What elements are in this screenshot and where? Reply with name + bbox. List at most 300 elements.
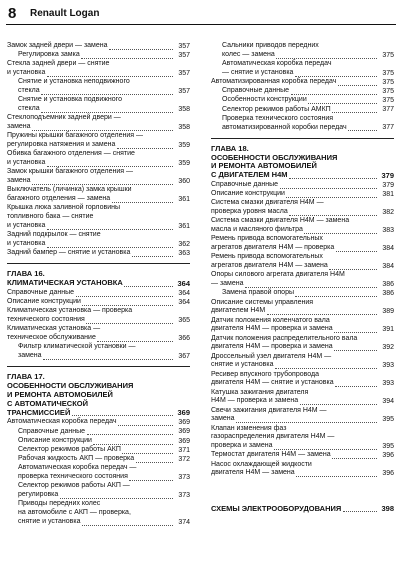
toc-entry-line — [7, 316, 190, 325]
page-reference: 364 — [178, 298, 190, 306]
toc-entry-line — [211, 469, 394, 478]
entry-title-text: замена — [7, 177, 31, 185]
page-number: 8 — [8, 5, 17, 22]
entry-title-text: стекла — [18, 105, 40, 113]
page-reference: 393 — [382, 380, 394, 388]
entry-title-text: Описание конструкции — [7, 298, 81, 306]
toc-entry-line — [7, 240, 190, 249]
entry-title-text: Рабочая жидкость АКП — проверка — [18, 455, 135, 463]
toc-entry-line — [18, 509, 190, 518]
toc-entry-line — [7, 213, 190, 222]
page-reference: 372 — [178, 455, 190, 463]
page-reference: 363 — [178, 249, 190, 257]
page-reference: 375 — [382, 97, 394, 105]
toc-entry-line — [211, 253, 394, 262]
toc-entry-line — [18, 500, 190, 509]
toc-entry-line — [18, 428, 190, 437]
dot-leader — [236, 422, 377, 423]
dot-leader — [82, 525, 173, 526]
toc-entry-line — [222, 289, 394, 298]
dot-leader — [286, 197, 377, 198]
page-reference: 379 — [381, 170, 394, 180]
dot-leader — [112, 202, 173, 203]
entry-title-text: Задний бампер — снятие и установка — [7, 249, 131, 257]
dot-leader — [47, 229, 173, 230]
toc-entry-line — [211, 461, 394, 470]
toc-entry-line — [222, 96, 394, 105]
entry-title-text: агрегатов двигателя Н4М — замена — [211, 262, 328, 270]
entry-title-text: Селектор режимов работы АМКП — [222, 105, 331, 113]
header-rule — [6, 24, 396, 25]
entry-title-text: Датчик положения коленчатого вала — [211, 316, 330, 324]
toc-entry-line — [7, 325, 190, 334]
toc-entry-line — [7, 123, 190, 132]
entry-title-text: Проверка технического состояния — [222, 114, 334, 122]
toc-entry-line — [18, 352, 190, 361]
dot-leader — [97, 341, 173, 342]
toc-entry-line — [18, 78, 190, 87]
entry-title-text: и установка — [7, 69, 46, 77]
dot-leader — [335, 386, 377, 387]
toc-entry-line — [7, 114, 190, 123]
entry-title-text: Описание системы управления — [211, 298, 314, 306]
toc-entry-line — [7, 60, 190, 69]
page-reference: 366 — [178, 334, 190, 342]
page-reference: 361 — [178, 195, 190, 203]
entry-title-text: Справочные данные — [222, 87, 290, 95]
toc-entry-line — [222, 124, 394, 133]
entry-title-text: Выключатель (личинка) замка крышки — [7, 186, 132, 194]
toc-entry-line — [211, 361, 394, 370]
dot-leader — [275, 368, 377, 369]
dot-leader — [295, 76, 377, 77]
entry-title-text: Особенности конструкции — [222, 96, 307, 104]
toc-entry-line — [18, 518, 190, 527]
section-divider — [211, 138, 394, 139]
toc-entry-line — [7, 307, 190, 316]
toc-entry-line — [211, 442, 394, 451]
page-reference: 359 — [178, 141, 190, 149]
entry-title-text: снятие и установка — [211, 361, 274, 369]
entry-title-text: стекла — [18, 87, 40, 95]
entry-title-text: Задний подкрылок — снятие — [7, 231, 101, 239]
toc-entry-line — [211, 190, 394, 199]
entry-title-text: регулировка натяжения и замена — [7, 141, 116, 149]
page-reference: 369 — [178, 428, 190, 436]
entry-title-text: техническое обслуживание — [7, 334, 96, 342]
dot-leader — [47, 247, 173, 248]
toc-entry-line — [222, 106, 394, 115]
page-reference: 357 — [178, 42, 190, 50]
chapter-heading-line — [7, 409, 190, 418]
page-reference: 392 — [382, 344, 394, 352]
dot-leader — [47, 166, 173, 167]
toc-entry-line — [18, 455, 190, 464]
entry-title-text: двигателя Н4М — снятие и установка — [211, 379, 334, 387]
page-reference: 384 — [382, 262, 394, 270]
toc-entry-line — [7, 141, 190, 150]
chapter-title-text: ГЛАВА 18. — [211, 143, 249, 153]
toc-entry-line — [7, 334, 190, 343]
dot-leader — [32, 130, 173, 131]
entry-title-text: Опоры силового агрегата двигателя Н4М — [211, 271, 345, 279]
toc-entry-line — [211, 307, 394, 316]
section-divider — [7, 366, 190, 367]
chapter-title-text: ТРАНСМИССИЕЙ — [7, 407, 71, 417]
dot-leader — [72, 415, 173, 416]
page-reference: 369 — [178, 437, 190, 445]
toc-entry-line — [7, 168, 190, 177]
chapter-heading-line — [211, 505, 394, 514]
entry-title-text: Приводы передних колес — [18, 500, 101, 508]
dot-leader — [295, 296, 377, 297]
toc-entry-line — [7, 204, 190, 213]
page-header — [6, 4, 396, 28]
toc-entry-line — [211, 397, 394, 406]
entry-title-text: Датчик положения распределительного вала — [211, 334, 358, 342]
entry-title-text: багажного отделения — замена — [7, 195, 111, 203]
toc-entry-line — [7, 42, 190, 51]
page-reference: 395 — [382, 442, 394, 450]
entry-title-text: и установка — [7, 240, 46, 247]
toc-entry-line — [18, 437, 190, 446]
dot-leader — [289, 178, 377, 179]
toc-entry-line — [222, 51, 394, 60]
toc-entry-line — [18, 473, 190, 482]
entry-title-text: технического состояния — [7, 316, 85, 324]
page-reference: 395 — [382, 416, 394, 424]
dot-leader — [41, 112, 173, 113]
dot-leader — [81, 58, 173, 59]
toc-entry-line — [211, 353, 394, 362]
toc-entry-line — [211, 280, 394, 289]
entry-title-text: Описание конструкции — [18, 436, 92, 444]
toc-entry-line — [18, 87, 190, 96]
toc-entry-line — [211, 371, 394, 380]
entry-title-text: топливного бака — снятие — [7, 213, 94, 221]
chapter-title-text: И РЕМОНТА АВТОМОБИЛЕЙ — [211, 161, 317, 171]
dot-leader — [60, 498, 173, 499]
dot-leader — [334, 332, 377, 333]
entry-title-text: Справочные данные — [211, 181, 279, 188]
dot-leader — [291, 94, 377, 95]
entry-title-text: газораспределения двигателя Н4М — — [211, 433, 335, 441]
toc-entry-line — [211, 407, 394, 416]
entry-title-text: Клапан изменения фаз — [211, 424, 287, 432]
page-reference: 375 — [382, 51, 394, 59]
entry-title-text: проверка и замена — [211, 442, 273, 450]
entry-title-text: Описание конструкции — [211, 190, 285, 198]
chapter-title-text: С ДВИГАТЕЛЕМ Н4М — [211, 170, 288, 180]
toc-entry-line — [18, 482, 190, 491]
chapter-title-text: И РЕМОНТА АВТОМОБИЛЕЙ — [7, 390, 113, 399]
dot-leader — [87, 434, 173, 435]
entry-title-text: Свечи зажигания двигателя Н4М — — [211, 406, 327, 414]
toc-entry-line — [211, 208, 394, 217]
toc-entry-line — [211, 415, 394, 424]
dot-leader — [82, 305, 173, 306]
dot-leader — [336, 251, 377, 252]
toc-entry-line — [211, 226, 394, 235]
entry-title-text: масла и масляного фильтра — [211, 226, 303, 234]
page-reference: 373 — [178, 473, 190, 481]
page-reference: 364 — [177, 278, 190, 288]
entry-title-text: Климатическая установка — проверка — [7, 307, 133, 315]
toc-entry-line — [211, 325, 394, 334]
dot-leader — [329, 269, 377, 270]
entry-title-text: Система смазки двигателя Н4М — — [211, 199, 324, 207]
page-reference: 382 — [382, 208, 394, 216]
dot-leader — [289, 215, 377, 216]
entry-title-text: Замок крышки багажного отделения — — [7, 168, 134, 176]
toc-entry-line — [211, 343, 394, 352]
page-reference: 375 — [382, 69, 394, 77]
dot-leader — [280, 188, 377, 189]
page-reference: 389 — [382, 308, 394, 316]
toc-entry-line — [211, 235, 394, 244]
page-reference: 365 — [178, 316, 190, 324]
entry-title-text: Катушка зажигания двигателя — [211, 388, 309, 396]
entry-title-text: Автоматическая коробка передач — — [18, 464, 137, 472]
toc-entry-line — [7, 132, 190, 141]
page-reference: 377 — [382, 124, 394, 132]
dot-leader — [132, 256, 173, 257]
page-reference: 357 — [178, 87, 190, 95]
entry-title-text: двигателя Н4М — проверка и замена — [211, 325, 333, 333]
toc-entry-line — [211, 425, 394, 434]
page-reference: 360 — [178, 177, 190, 185]
entry-title-text: автоматизированной коробки передач — [222, 123, 347, 131]
toc-entry-line — [18, 446, 190, 455]
page-reference: 373 — [178, 491, 190, 499]
page-reference: 369 — [178, 419, 190, 427]
toc-entry-line — [222, 69, 394, 78]
entry-title-text: замена — [7, 123, 31, 131]
entry-title-text: Регулировка замка — [18, 51, 80, 59]
entry-title-text: Крышка люка заливной горловины — [7, 204, 121, 212]
page-reference: 377 — [382, 106, 394, 114]
entry-title-text: Справочные данные — [18, 427, 86, 435]
page-reference: 375 — [382, 78, 394, 86]
toc-entry-line — [211, 262, 394, 271]
entry-title-text: Автоматическая коробка передач — [222, 60, 332, 67]
page-reference: 364 — [178, 289, 190, 297]
toc-entry-line — [222, 60, 394, 69]
dot-leader — [136, 462, 173, 463]
toc-entry-line — [211, 217, 394, 226]
dot-leader — [47, 76, 173, 77]
toc-entry-line — [7, 231, 190, 240]
entry-title-text: и установка — [7, 222, 46, 229]
dot-leader — [334, 350, 377, 351]
dot-leader — [245, 287, 377, 288]
toc-entry-line — [7, 418, 190, 427]
page-reference: 375 — [382, 87, 394, 95]
entry-title-text: Климатическая установка — — [7, 325, 101, 333]
toc-entry-line — [211, 379, 394, 388]
entry-title-text: Селектор режимов работы АКП — — [18, 482, 130, 490]
entry-title-text: на автомобиле с АКП — проверка, — [18, 509, 131, 517]
entry-title-text: снятие и установка — [18, 518, 81, 525]
entry-title-text: Сальники приводов передних — [222, 42, 319, 49]
dot-leader — [332, 112, 377, 113]
toc-entry-line — [7, 289, 190, 298]
entry-title-text: Насос охлаждающей жидкости — [211, 460, 312, 468]
entry-title-text: Ремень привода вспомогательных — [211, 253, 323, 261]
page-reference: 357 — [178, 51, 190, 59]
toc-entry-line — [18, 96, 190, 105]
dot-leader — [332, 458, 377, 459]
dot-leader — [41, 94, 173, 95]
toc-entry-line — [211, 271, 394, 280]
chapter-title-text: ГЛАВА 17. — [7, 372, 45, 382]
dot-leader — [338, 85, 377, 86]
dot-leader — [304, 233, 377, 234]
toc-entry-line — [211, 299, 394, 308]
entry-title-text: Система смазки двигателя Н4М — замена — [211, 217, 350, 225]
entry-title-text: Стеклоподъемник задней двери — — [7, 114, 121, 122]
toc-entry-line — [222, 115, 394, 124]
entry-title-text: Обивка багажного отделения — снятие — [7, 150, 135, 158]
toc-entry-line — [7, 249, 190, 258]
dot-leader — [32, 184, 173, 185]
toc-entry-line — [7, 177, 190, 186]
dot-leader — [274, 449, 377, 450]
page-reference: 359 — [178, 159, 190, 167]
toc-entry-line — [211, 433, 394, 442]
entry-title-text: — снятие и установка — [222, 68, 294, 76]
toc-entry-line — [7, 69, 190, 78]
dot-leader — [300, 404, 377, 405]
dot-leader — [93, 444, 173, 445]
dot-leader — [118, 425, 173, 426]
dot-leader — [276, 58, 377, 59]
entry-title-text: и установка — [7, 159, 46, 167]
page-reference: 391 — [382, 326, 394, 334]
chapter-title-text: ОСОБЕННОСТИ ОБСЛУЖИВАНИЯ — [211, 152, 338, 162]
dot-leader — [348, 130, 377, 131]
dot-leader — [76, 296, 173, 297]
page-reference: 393 — [382, 362, 394, 370]
chapter-title-text: КЛИМАТИЧЕСКАЯ УСТАНОВКА — [7, 278, 123, 288]
entry-title-text: Автоматизированная коробка передач — [211, 78, 337, 85]
entry-title-text: регулировка — [18, 491, 59, 499]
toc-entry-line — [222, 87, 394, 96]
page-reference: 396 — [382, 452, 394, 460]
toc-entry-line — [211, 78, 394, 87]
entry-title-text: — замена — [211, 280, 244, 288]
page-reference: 371 — [178, 446, 190, 454]
toc-entry-line — [211, 199, 394, 208]
page-reference: 367 — [178, 352, 190, 360]
dot-leader — [117, 148, 173, 149]
entry-title-text: Ресивер впускного трубопровода — [211, 370, 319, 378]
toc-entry-line — [211, 335, 394, 344]
toc-entry-line — [7, 298, 190, 307]
book-title: Renault Logan — [30, 8, 100, 19]
dot-leader — [267, 314, 377, 315]
toc-entry-line — [7, 150, 190, 159]
dot-leader — [296, 476, 377, 477]
chapter-heading-line — [7, 279, 190, 288]
toc-entry-line — [7, 195, 190, 204]
entry-title-text: Ремень привода вспомогательных — [211, 235, 323, 243]
chapter-title-text: С АВТОМАТИЧЕСКОЙ — [7, 398, 89, 408]
entry-title-text: Замок задней двери — замена — [7, 42, 108, 49]
page-reference: 394 — [382, 398, 394, 406]
toc-entry-line — [18, 51, 190, 60]
toc-entry-line — [7, 186, 190, 195]
dot-leader — [129, 480, 173, 481]
entry-title-text: двигателем Н4М — [211, 307, 266, 315]
dot-leader — [43, 359, 173, 360]
entry-title-text: Термостат двигателя Н4М — замена — [211, 451, 331, 459]
entry-title-text: проверка технического состояния — [18, 473, 128, 481]
toc-entry-line — [18, 491, 190, 500]
page-reference: 381 — [382, 190, 394, 198]
toc-entry-line — [211, 451, 394, 460]
entry-title-text: замена — [18, 352, 42, 360]
toc-entry-line — [7, 159, 190, 168]
chapter-title-text: ОСОБЕННОСТИ ОБСЛУЖИВАНИЯ — [7, 381, 134, 391]
entry-title-text: Дроссельный узел двигателя Н4М — — [211, 352, 332, 360]
toc-entry-line — [211, 389, 394, 398]
entry-title-text: замена — [211, 415, 235, 423]
toc-entry-line — [222, 42, 394, 51]
page-reference: 362 — [178, 240, 190, 248]
page-reference: 398 — [381, 504, 394, 514]
dot-leader — [122, 453, 173, 454]
page-reference: 374 — [178, 518, 190, 526]
dot-leader — [308, 103, 377, 104]
page-reference: 358 — [178, 105, 190, 113]
chapter-title-text: СХЕМЫ ЭЛЕКТРООБОРУДОВАНИЯ — [211, 503, 342, 513]
toc-entry-line — [18, 343, 190, 352]
toc-entry-line — [18, 105, 190, 114]
entry-title-text: Снятие и установка подвижного — [18, 96, 122, 104]
toc-entry-line — [7, 222, 190, 231]
entry-title-text: агрегатов двигателя Н4М — проверка — [211, 244, 335, 252]
toc-entry-line — [18, 464, 190, 473]
dot-leader — [124, 286, 173, 287]
toc-entry-line — [211, 244, 394, 253]
section-divider — [7, 263, 190, 264]
entry-title-text: проверка уровня масла — [211, 208, 288, 216]
toc-entry-line — [211, 181, 394, 190]
toc-entry-line — [211, 317, 394, 326]
page-reference: 361 — [178, 222, 190, 230]
dot-leader — [343, 511, 377, 512]
chapter-title-text: ГЛАВА 16. — [7, 269, 45, 279]
page-reference: 358 — [178, 123, 190, 131]
chapter-heading-line — [211, 171, 394, 180]
dot-leader — [86, 323, 173, 324]
entry-title-text: двигателя Н4М — проверка и замена — [211, 343, 333, 351]
dot-leader — [109, 49, 173, 50]
entry-title-text: Пружины крышки багажного отделения — — [7, 132, 144, 140]
entry-title-text: Стекла задней двери — снятие — [7, 60, 110, 68]
entry-title-text: Замена правой опоры — [222, 289, 294, 297]
page-reference: 386 — [382, 280, 394, 288]
entry-title-text: Снятие и установка неподвижного — [18, 78, 130, 86]
page-reference: 383 — [382, 226, 394, 234]
entry-title-text: Автоматическая коробка передач — [7, 418, 117, 426]
entry-title-text: колес — замена — [222, 50, 275, 58]
page-reference: 357 — [178, 69, 190, 77]
page-reference: 384 — [382, 244, 394, 252]
entry-title-text: Справочные данные — [7, 289, 75, 296]
entry-title-text: Фильтр климатической установки — — [18, 343, 136, 351]
